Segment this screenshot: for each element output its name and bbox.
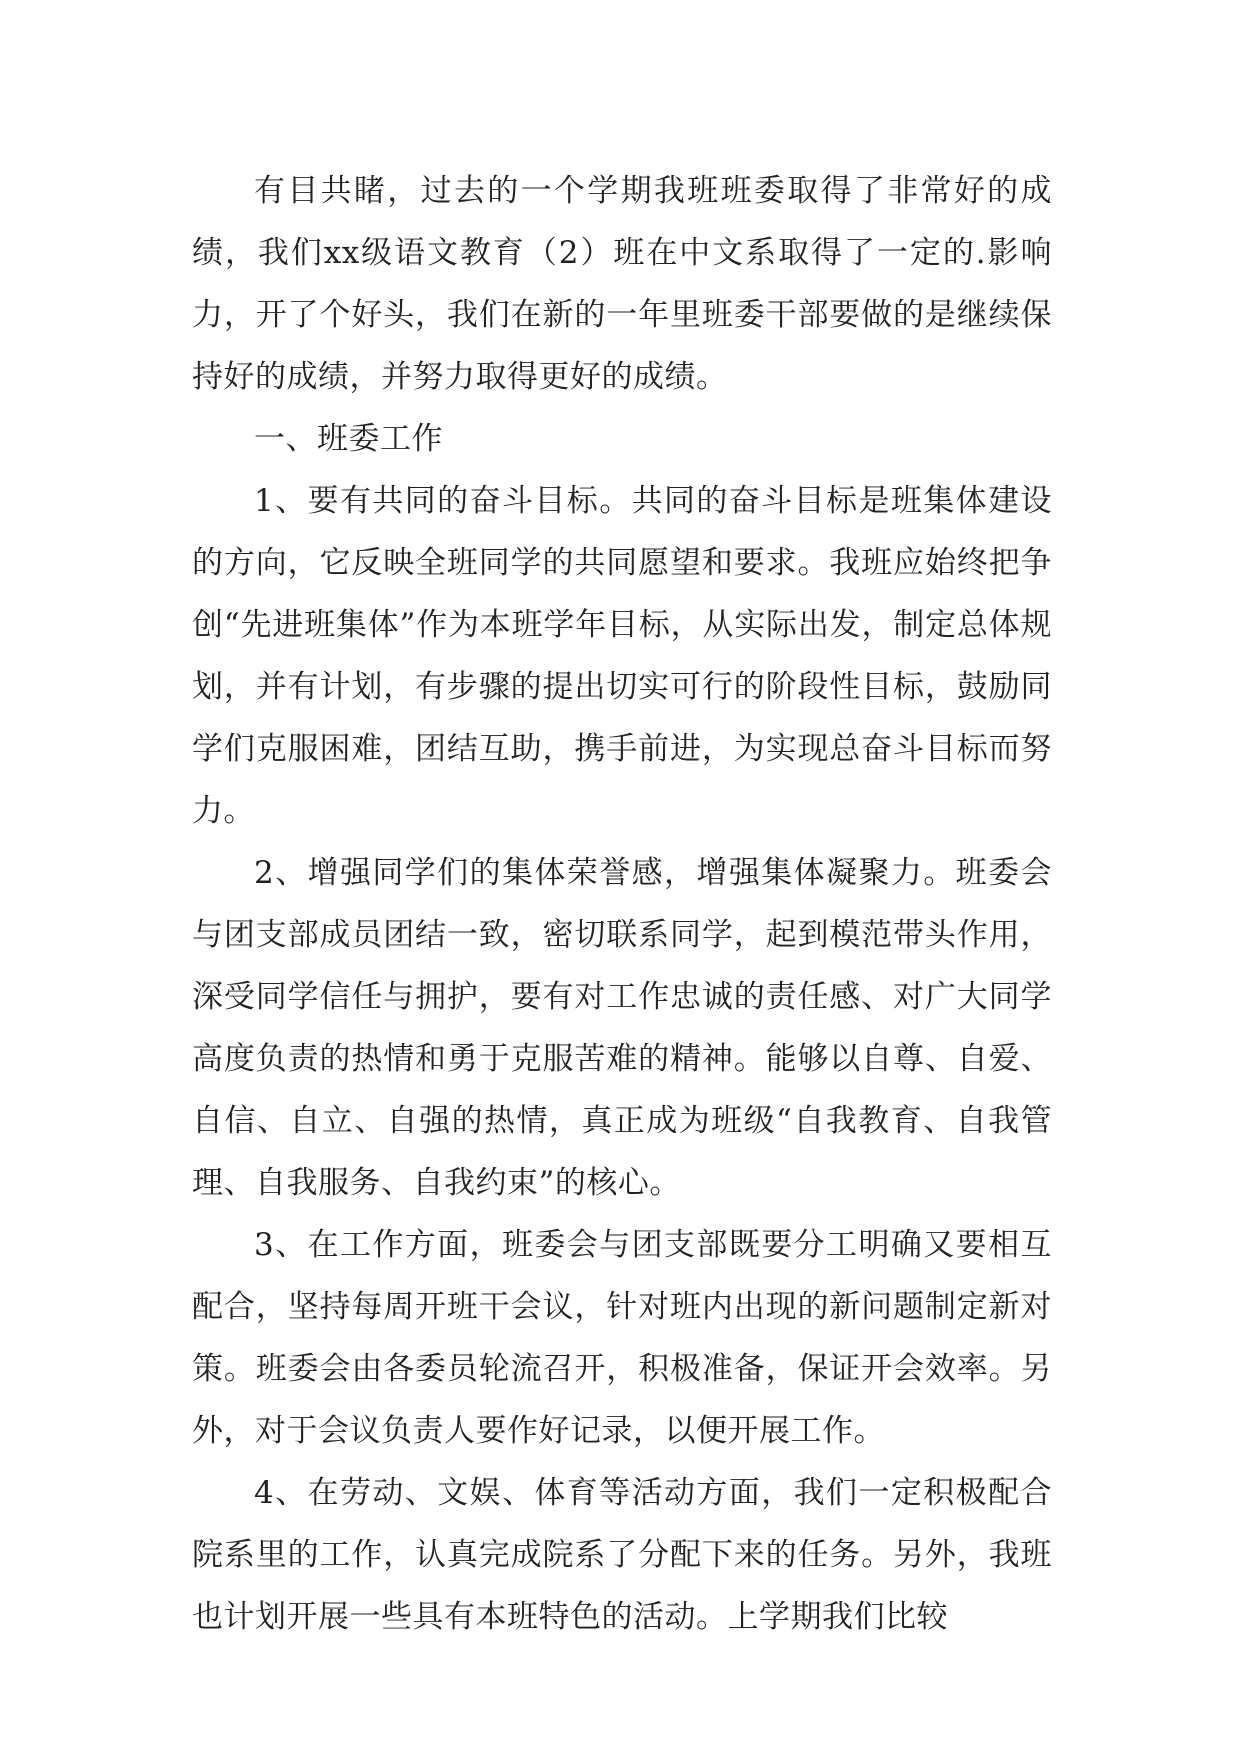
paragraph-item-3: 3、在工作方面，班委会与团支部既要分工明确又要相互配合，坚持每周开班干会议，针对班内出现的新问题制定新对策。班委会由各委员轮流召开，积极准备，保证开会效率。另外，对于会议负责人要作好记录，以便开展工作。: [192, 1227, 1052, 1449]
document-body: [192, 160, 1052, 1648]
paragraph-item-2: 2、增强同学们的集体荣誉感，增强集体凝聚力。班委会与团支部成员团结一致，密切联系同学，起到模范带头作用，深受同学信任与拥护，要有对工作忠诚的责任感、对广大同学高度负责的热情和勇于克服苦难的精神。能够以自尊、自爱、自信、自立、自强的热情，真正成为班级“自我教育、自我管理、自我服务、自我约束”的核心。: [192, 855, 1052, 1201]
paragraph-item-4: 4、在劳动、文娱、体育等活动方面，我们一定积极配合院系里的工作，认真完成院系了分配下来的任务。另外，我班也计划开展一些具有本班特色的活动。上学期我们比较: [192, 1475, 1052, 1635]
paragraph-intro: 有目共睹，过去的一个学期我班班委取得了非常好的成绩，我们xx级语文教育（2）班在中文系取得了一定的.影响力，开了个好头，我们在新的一年里班委干部要做的是继续保持好的成绩，并努力取得更好的成绩。: [192, 173, 1052, 395]
section-heading-class-committee: 一、班委工作: [254, 421, 443, 457]
paragraph-item-1: 1、要有共同的奋斗目标。共同的奋斗目标是班集体建设的方向，它反映全班同学的共同愿望和要求。我班应始终把争创“先进班集体”作为本班学年目标，从实际出发，制定总体规划，并有计划，有步骤的提出切实可行的阶段性目标，鼓励同学们克服困难，团结互助，携手前进，为实现总奋斗目标而努力。: [192, 483, 1052, 829]
